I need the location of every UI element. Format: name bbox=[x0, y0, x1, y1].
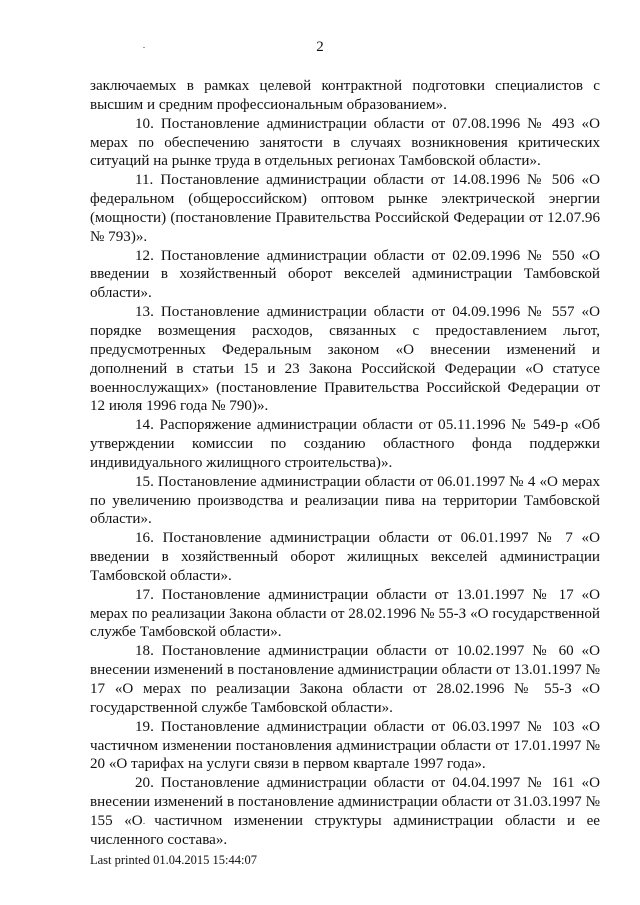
list-item: 15. Постановление администрации области от 06.01.1997 № 4 «О мерах по увеличению производства и реализации пива на территории Тамбовской области». bbox=[90, 473, 600, 528]
last-printed-footer: Last printed 01.04.2015 15:44:07 bbox=[90, 853, 257, 867]
continued-paragraph: заключаемых в рамках целевой контрактной подготовки специалистов с высшим и средним профессиональным образованием». bbox=[90, 78, 600, 113]
list-item: 13. Постановление администрации области от 04.09.1996 № 557 «О порядке возмещения расходов, связанных с предоставлением льгот, предусмотренных Федеральным законом «О внесении изменений и дополнений в статьи 15 и 23 Закона Российской Федерации «О статусе военнослужащих» (постановление Правительства Российской Федерации от 12 июля 1996 года № 790)». bbox=[90, 304, 600, 415]
list-item: 11. Постановление администрации области от 14.08.1996 № 506 «О федеральном (общероссийском) оптовом рынке электрической энергии (мощности) (постановление Правительства Российской Федерации от 12.07.96 № 793)». bbox=[90, 172, 600, 245]
list-item: 14. Распоряжение администрации области от 05.11.1996 № 549-р «Об утверждении комиссии по созданию областного фонда поддержки индивидуального жилищного строительства)». bbox=[90, 417, 600, 471]
list-item: 20. Постановление администрации области от 04.04.1997 № 161 «О внесении изменений в постановление администрации области от 31.03.1997 № 155 «О частичном изменении структуры администрации области и ее численного состава». bbox=[90, 775, 600, 848]
list-item: 16. Постановление администрации области от 06.01.1997 № 7 «О введении в хозяйственный оборот жилищных векселей администрации Тамбовской области». bbox=[90, 530, 600, 584]
document-body bbox=[90, 77, 600, 850]
scan-speck bbox=[143, 47, 145, 48]
list-item: 17. Постановление администрации области от 13.01.1997 № 17 «О мерах по реализации Закона области от 28.02.1996 № 55-З «О государственной службе Тамбовской области». bbox=[90, 586, 600, 641]
list-item: 12. Постановление администрации области от 02.09.1996 № 550 «О введении в хозяйственный оборот векселей администрации Тамбовской области». bbox=[90, 247, 600, 302]
list-item: 18. Постановление администрации области от 10.02.1997 № 60 «О внесении изменений в постановление администрации области от 13.01.1997 № 17 «О мерах по реализации Закона области от 28.02.1996 № 55-З «О государственной службе Тамбовской области». bbox=[90, 643, 600, 716]
list-item: 19. Постановление администрации области от 06.03.1997 № 103 «О частичном изменении постановления администрации области от 17.01.1997 № 20 «О тарифах на услуги связи в первом квартале 1997 года». bbox=[90, 718, 600, 773]
page-number: 2 bbox=[316, 39, 324, 55]
list-item: 10. Постановление администрации области от 07.08.1996 № 493 «О мерах по обеспечению занятости в случаях возникновения критических ситуаций на рынке труда в отдельных регионах Тамбовской области». bbox=[90, 115, 600, 170]
